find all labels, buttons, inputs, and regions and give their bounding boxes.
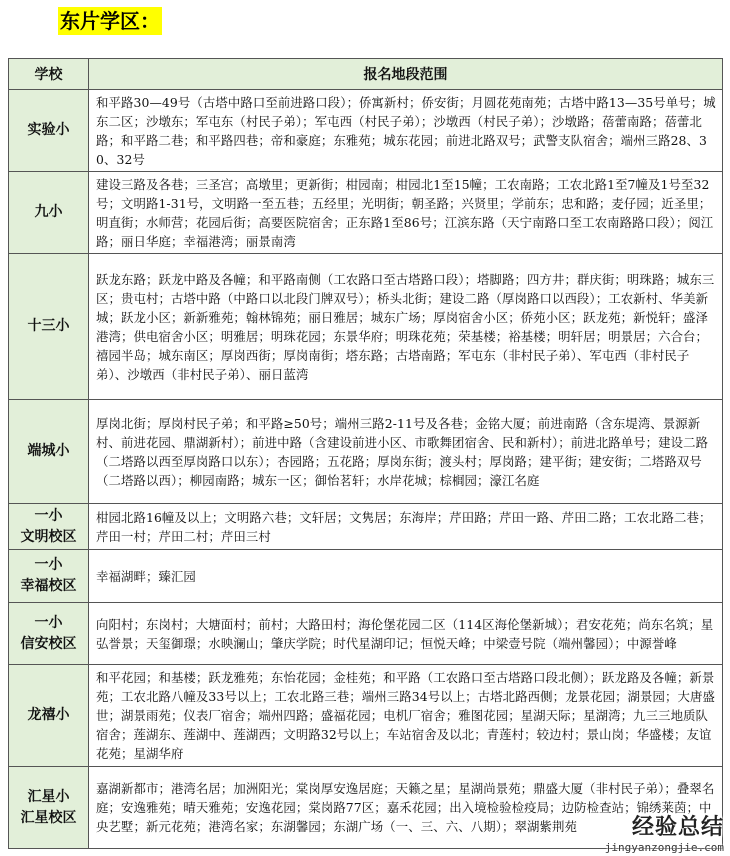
table-row	[9, 254, 723, 400]
table-row	[9, 665, 723, 767]
school-name: 实验小	[9, 90, 89, 172]
school-name: 端城小	[9, 400, 89, 504]
school-name: 龙禧小	[9, 665, 89, 767]
school-name: 一小 文明校区	[9, 504, 89, 550]
zone-range: 跃龙东路；跃龙中路及各幢；和平路南侧（工农路口至古塔路口段）；塔脚路；四方井；群庆街；明珠路；城东三区；贵屯村；古塔中路（中路口以北段门牌双号）；桥头北街；建设二路（厚岗路口以西段）；工农新村、华美新城；跃龙小区；新新雅苑；翰林锦苑；丽日雅居；城东广场；厚岗宿舍小区；侨苑小区；跃龙苑；新悦轩；盛泽港湾；供电宿舍小区；明雅居；明珠花园；东景华府；明珠花苑；荣基楼；裕基楼；明轩居；明景居；六合台；禧园半岛；城东南区；厚岗西街；厚岗南街；塔东路；古塔南路；军屯东（非村民子弟）、军屯西（非村民子弟）、沙墩西（非村民子弟）、丽日蓝湾	[89, 254, 723, 400]
header-range: 报名地段范围	[89, 59, 723, 90]
title-wrap	[58, 7, 162, 35]
zone-range: 幸福湖畔；臻汇园	[89, 550, 723, 603]
table-row	[9, 172, 723, 254]
zone-range: 和平花园；和基楼；跃龙雅苑；东怡花园；金桂苑；和平路（工农路口至古塔路口段北侧）；跃龙路及各幢；新景苑；工农北路八幢及33号以上；工农北路三巷；端州三路34号以上；古塔北路西侧；龙景花园；湖景园；大唐盛世；湖景雨苑；仪表厂宿舍；端州四路；盛福花园；电机厂宿舍；雅图花园；星湖天际；星湖湾；九三三地质队宿舍；莲湖东、莲湖中、莲湖西；文明路32号以上；车站宿舍及以北；青莲村；较边村；景山岗；华盛楼；友谊花苑；星湖华府	[89, 665, 723, 767]
table-row	[9, 550, 723, 603]
table-row	[9, 90, 723, 172]
school-name: 一小 信安校区	[9, 603, 89, 665]
enrollment-zone-table	[8, 58, 723, 849]
school-name: 汇星小 汇星校区	[9, 767, 89, 849]
school-name: 一小 幸福校区	[9, 550, 89, 603]
zone-range: 和平路30—49号（古塔中路口至前进路口段）；侨寓新村；侨安街；月圆花苑南苑；古塔中路13—35号单号；城东二区；沙墩东；军屯东（村民子弟）；军屯西（村民子弟）；沙墩西（村民子弟）；沙墩路；蓓蕾南路；蓓蕾北路；和平路二巷；和平路四巷；帝和豪庭；东雅苑；城东花园；前进北路双号；武警支队宿舍；端州三路28、30、32号	[89, 90, 723, 172]
table-row	[9, 400, 723, 504]
zone-range: 嘉湖新都市；港湾名居；加洲阳光；棠岗厚安逸居庭；天籁之星；星湖尚景苑；鼎盛大厦（非村民子弟）；叠翠名庭；安逸雅苑；晴天雅苑；安逸花园；棠岗路77区；嘉禾花园；出入境检验检疫局；边防检查站；锦绣莱茵；中央艺墅；新元花苑；港湾名家；东湖馨园；东湖广场（一、三、六、八期）；翠湖紫荆苑	[89, 767, 723, 849]
school-name: 九小	[9, 172, 89, 254]
watermark-url: jingyanzongjie.com	[604, 841, 724, 854]
zone-range: 建设三路及各巷；三圣宫；高墩里；更新街；柑园南；柑园北1至15幢；工农南路；工农北路1至7幢及1号至32号；文明路1-31号，文明路一至五巷；五经里；光明街；朝圣路；兴贤里；学前东；忠和路；麦仔园；近圣里；明直街；水师营；花园后街；高要医院宿舍；正东路1至86号；江滨东路（天宁南路口至工农南路路口段）；阅江路；丽日华庭；幸福港湾；丽景南湾	[89, 172, 723, 254]
page-title: 东片学区：	[60, 9, 160, 33]
zone-range: 向阳村；东岗村；大塘面村；前村；大路田村；海伦堡花园二区（114区海伦堡新城）；君安花苑；尚东名筑；星弘誉景；天玺御璟；水映澜山；肇庆学院；时代星湖印记；恒悦天峰；中梁壹号院（端州馨园）；中源誉峰	[89, 603, 723, 665]
table-header-row	[9, 59, 723, 90]
school-name: 十三小	[9, 254, 89, 400]
header-school: 学校	[9, 59, 89, 90]
table-row	[9, 767, 723, 849]
zone-range: 柑园北路16幢及以上；文明路六巷；文轩居；文隽居；东海岸；芹田路；芹田一路、芹田二路；工农北路二巷；芹田一村；芹田二村；芹田三村	[89, 504, 723, 550]
table-row	[9, 603, 723, 665]
table-row	[9, 504, 723, 550]
watermark-title: 经验总结	[631, 815, 724, 840]
zone-range: 厚岗北街；厚岗村民子弟；和平路≥50号；端州三路2-11号及各巷；金铭大厦；前进南路（含东堤湾、景源新村、前进花园、鼎湖新村）；前进中路（含建设前进小区、市歌舞团宿舍、民和新村）；前进北路单号；建设二路（二塔路以西至厚岗路口以东）；杏园路；五花路；厚岗东街；渡头村；厚岗路；建平街；建安街；二塔路双号（二塔路以西）；柳园南路；城东一区；御怡茗轩；水岸花城；棕榈园；濠江名庭	[89, 400, 723, 504]
